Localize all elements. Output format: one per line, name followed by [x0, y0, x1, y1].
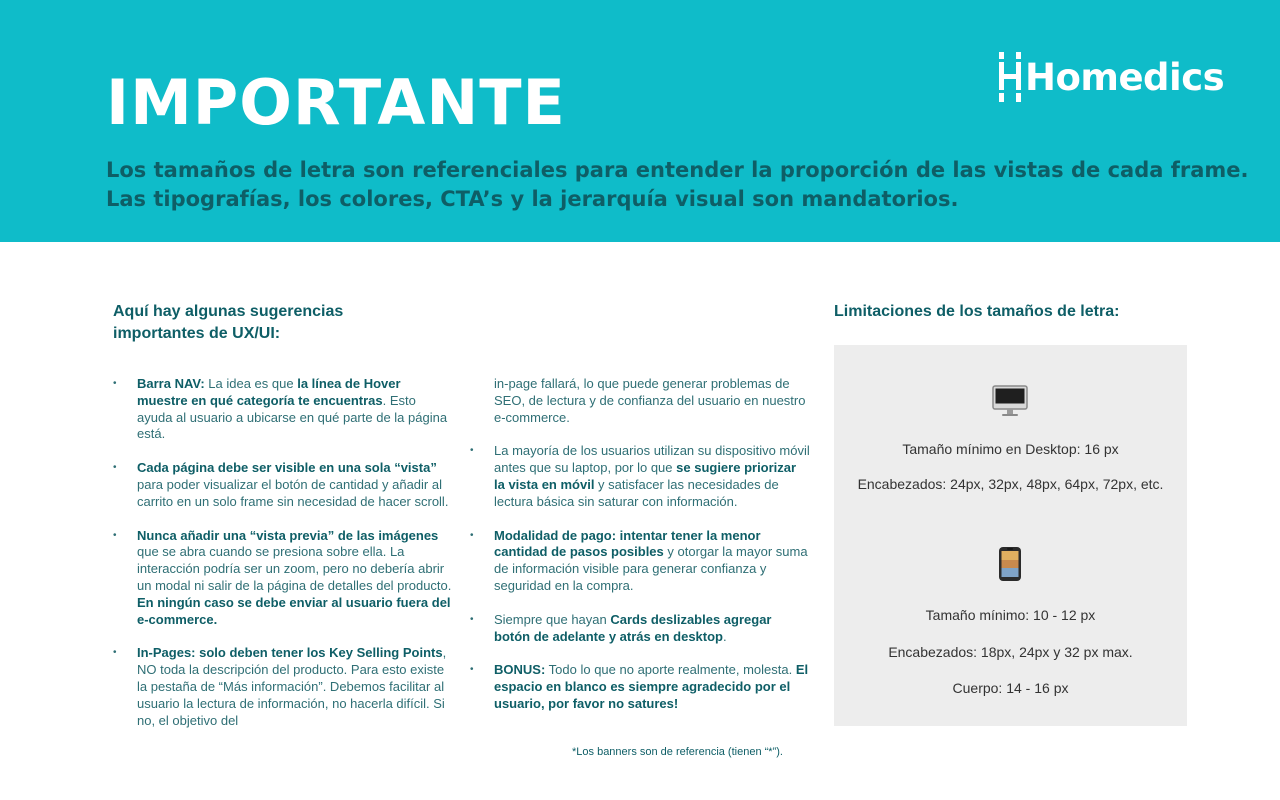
desktop-monitor-icon [992, 385, 1028, 417]
smartphone-icon [998, 546, 1022, 582]
subtitle-line-2: Las tipografías, los colores, CTA’s y la jerarquía visual son mandatorios. [106, 187, 959, 211]
desktop-min-size: Tamaño mínimo en Desktop: 16 px [902, 441, 1119, 457]
tip-mobile-first: • La mayoría de los usuarios utilizan su dispositivo móvil antes que su laptop, por lo que se sugiere priorizar la vista en móvil y satisfacer las necesidades de lectura básica sin saturar con información. [470, 443, 810, 510]
brand-logo-h-icon [996, 52, 1024, 102]
tip-payment: • Modalidad de pago: intentar tener la menor cantidad de pasos posibles y otorgar la mayor suma de información visible para generar confianza y seguridad en la compra. [470, 528, 810, 595]
tip-bonus: • BONUS: Todo lo que no aporte realmente, molesta. El espacio en blanco es siempre agradecido por el usuario, por favor no satures! [470, 662, 810, 712]
ux-tips-column-1 [113, 376, 453, 746]
brand-logo [996, 52, 1224, 102]
mobile-min-size: Tamaño mínimo: 10 - 12 px [925, 607, 1096, 623]
tip-single-view: • Cada página debe ser visible en una sola “vista” para poder visualizar el botón de cantidad y añadir al carrito en un solo frame sin necesidad de hacer scroll. [113, 460, 453, 510]
mobile-body-size: Cuerpo: 14 - 16 px [952, 680, 1069, 696]
page-title: IMPORTANTE [106, 66, 566, 139]
font-limits-panel [834, 345, 1187, 726]
tip-in-pages-continued: in-page fallará, lo que puede generar problemas de SEO, de lectura y de confianza del usuario en nuestro e-commerce. [494, 376, 806, 425]
brand-name: Homedics [1025, 55, 1225, 99]
mobile-heading-sizes: Encabezados: 18px, 24px y 32 px max. [888, 644, 1133, 660]
footnote: *Los banners son de referencia (tienen “*”). [572, 746, 783, 758]
tip-nav-bar: • Barra NAV: La idea es que la línea de Hover muestre en qué categoría te encuentras. Esto ayuda al usuario a ubicarse en qué parte de la página está. [113, 376, 453, 443]
subtitle-line-1: Los tamaños de letra son referenciales para entender la proporción de las vistas de cada frame. [106, 158, 1249, 182]
tip-in-pages: • In-Pages: solo deben tener los Key Selling Points, NO toda la descripción del producto. Para esto existe la pestaña de “Más información”. Debemos facilitar al usuario la lectura de información, no hacerla difícil. Si no, el objetivo del [113, 645, 453, 729]
font-limits-heading: Limitaciones de los tamaños de letra: [834, 303, 1120, 320]
desktop-heading-sizes: Encabezados: 24px, 32px, 48px, 64px, 72px, etc. [857, 476, 1164, 492]
header-banner [0, 0, 1280, 242]
ux-tips-heading: Aquí hay algunas sugerencias importantes de UX/UI: [113, 303, 344, 342]
header-subtitle [106, 156, 1249, 214]
tip-sliding-cards: • Siempre que hayan Cards deslizables agregar botón de adelante y atrás en desktop. [470, 612, 810, 646]
tip-no-preview: • Nunca añadir una “vista previa” de las imágenes que se abra cuando se presiona sobre ella. La interacción podría ser un zoom, pero no debería abrir un modal ni salir de la página de detalles del producto. En ningún caso se debe enviar al usuario fuera del e-commerce. [113, 528, 453, 629]
ux-tips-column-2 [470, 376, 810, 730]
